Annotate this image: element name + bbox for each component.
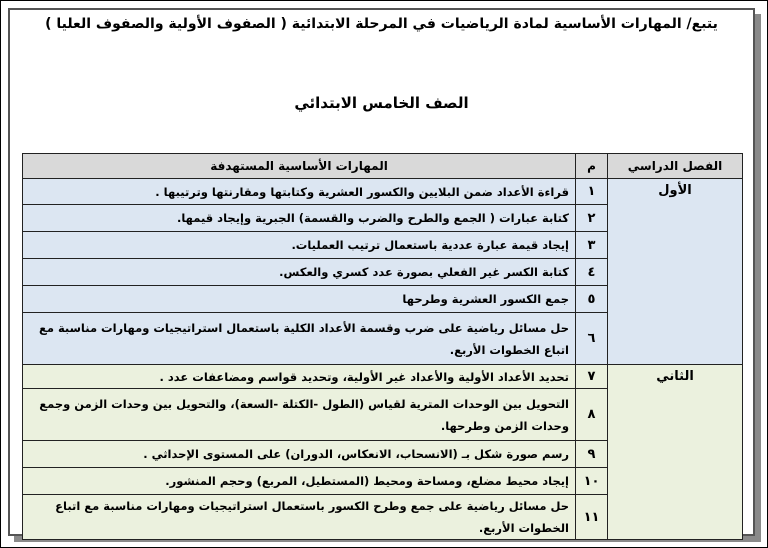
row-number: ١٠	[576, 468, 608, 495]
skill-text: إيجاد محيط مضلع، ومساحة ومحيط (المستطيل، المربع) وحجم المنشور.	[23, 468, 576, 495]
row-number: ٦	[576, 313, 608, 365]
skill-text: جمع الكسور العشرية وطرحها	[23, 286, 576, 313]
row-number: ١١	[576, 495, 608, 540]
table-row	[23, 179, 743, 205]
table-row	[23, 365, 743, 389]
skill-text: كتابة الكسر غير الفعلي بصورة عدد كسري والعكس.	[23, 259, 576, 286]
row-number: ٥	[576, 286, 608, 313]
row-number: ٨	[576, 389, 608, 441]
skill-text: التحويل بين الوحدات المترية لقياس (الطول -الكتلة -السعة)، والتحويل بين وحدات الزمن وجمع وحدات الزمن وطرحها.	[23, 389, 576, 441]
skill-text: حل مسائل رياضية على جمع وطرح الكسور باستعمال استراتيجيات ومهارات مناسبة مع اتباع الخطوات الأربع.	[23, 495, 576, 540]
grade-title: الصف الخامس الابتدائي	[294, 94, 469, 112]
skills-table	[22, 153, 743, 540]
page-title: يتبع/ المهارات الأساسية لمادة الرياضيات في المرحلة الابتدائية ( الصفوف الأولية والصفوف العليا )	[45, 16, 718, 32]
row-number: ٩	[576, 441, 608, 468]
row-number: ٢	[576, 205, 608, 232]
term-first-cell: الأول	[608, 179, 743, 365]
document-frame	[8, 8, 755, 536]
skill-text: تحديد الأعداد الأولية والأعداد غير الأولية، وتحديد قواسم ومضاعفات عدد .	[23, 365, 576, 389]
row-number: ٣	[576, 232, 608, 259]
header-term: الفصل الدراسي	[608, 154, 743, 179]
skill-text: إيجاد قيمة عبارة عددية باستعمال ترتيب العمليات.	[23, 232, 576, 259]
row-number: ٤	[576, 259, 608, 286]
header-num: م	[576, 154, 608, 179]
row-number: ١	[576, 179, 608, 205]
skill-text: كتابة عبارات ( الجمع والطرح والضرب والقسمة) الجبرية وإيجاد قيمها.	[23, 205, 576, 232]
skill-text: حل مسائل رياضية على ضرب وقسمة الأعداد الكلية باستعمال استراتيجيات ومهارات مناسبة مع اتباع الخطوات الأربع.	[23, 313, 576, 365]
row-number: ٧	[576, 365, 608, 389]
skill-text: قراءة الأعداد ضمن البلايين والكسور العشرية وكتابتها ومقارنتها وترتيبها .	[23, 179, 576, 205]
term-second-cell: الثاني	[608, 365, 743, 540]
skill-text: رسم صورة شكل بـ (الانسحاب، الانعكاس، الدوران) على المستوى الإحداثي .	[23, 441, 576, 468]
header-skill: المهارات الأساسية المستهدفة	[23, 154, 576, 179]
table-header-row	[23, 154, 743, 179]
